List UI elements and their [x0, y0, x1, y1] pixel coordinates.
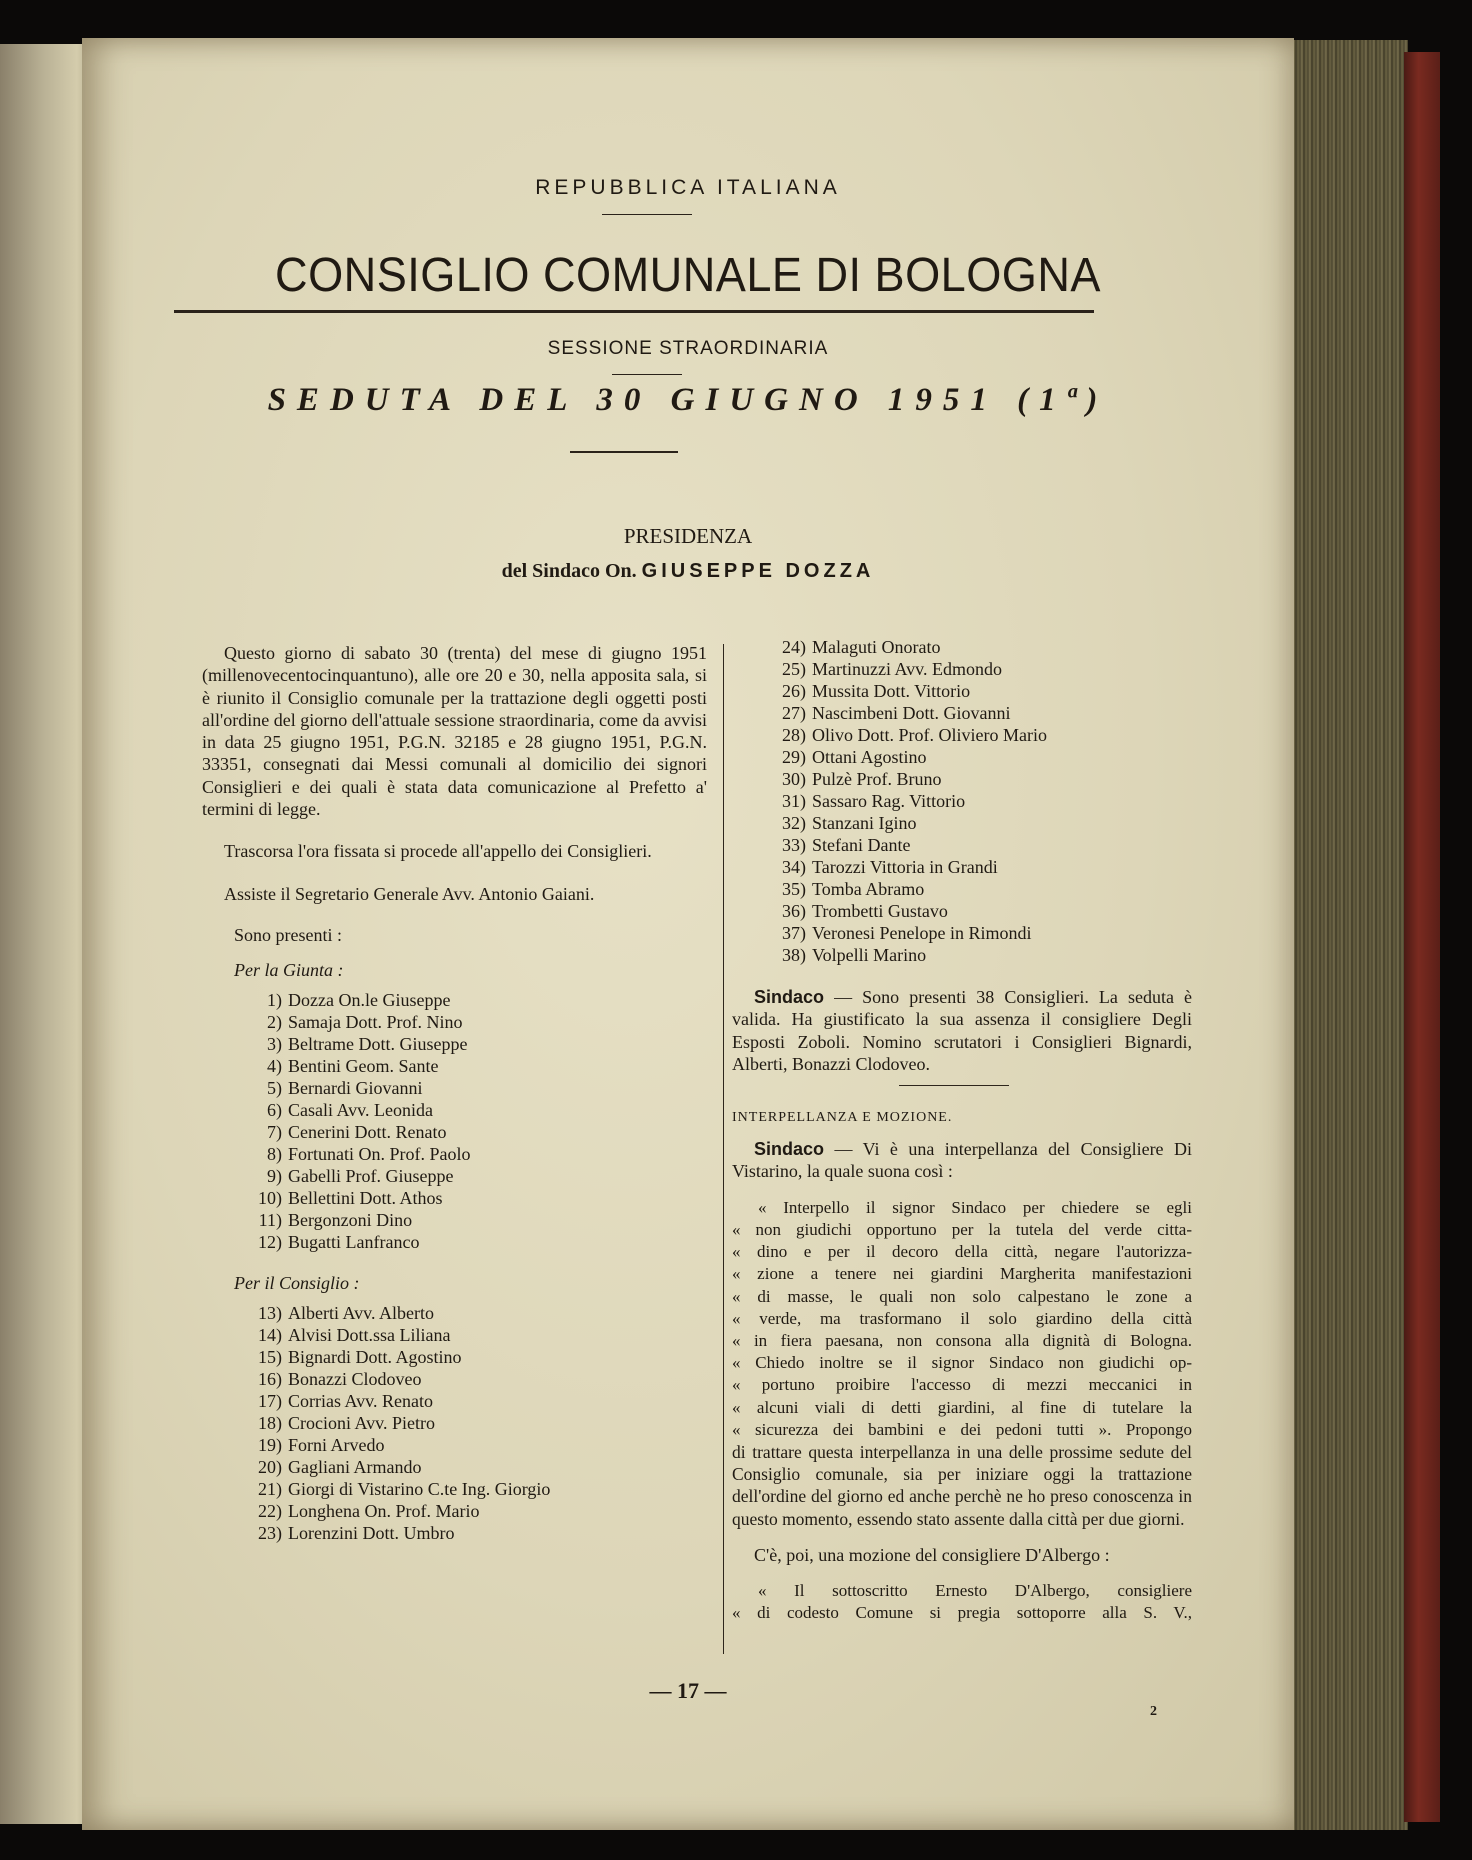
appello-paragraph: Trascorsa l'ora fissata si procede all'appello dei Consiglieri. [224, 841, 652, 862]
quote-line: « Chiedo inoltre se il signor Sindaco non giudichi op- [732, 1353, 1192, 1373]
consiglio-list [202, 1302, 707, 1544]
quote-line: « in fiera paesana, non consona alla dignità di Bologna. [732, 1331, 1192, 1350]
statement-text: Sono presenti 38 Consiglieri. La seduta è valida. Ha giustificato la sua assenza il consigliere Degli Esposti Zoboli. Nomino scrutatori i Consiglieri Bignardi, Alberti, Bonazzi Clodoveo. [732, 987, 1193, 1074]
giunta-list [202, 989, 707, 1253]
seduta-rule [570, 451, 678, 453]
list-item: 27) Nascimbeni Dott. Giovanni [782, 703, 1011, 723]
list-item: 5) Bernardi Giovanni [267, 1077, 423, 1098]
quote-line: « Interpello il signor Sindaco per chiedere se egli [758, 1197, 1192, 1217]
seduta-date: SEDUTA DEL 30 GIUGNO 1951 (1ª) [267, 382, 1109, 418]
list-item: 17) Corrias Avv. Renato [258, 1390, 433, 1411]
list-item: 37) Veronesi Penelope in Rimondi [782, 923, 1032, 943]
presenti-label: Sono presenti : [234, 924, 342, 945]
list-item: 6) Casali Avv. Leonida [267, 1099, 433, 1120]
quote-line: « di codesto Comune si pregia sottoporre alla S. V., [732, 1603, 1192, 1623]
quote-line: « Il sottoscritto Ernesto D'Albergo, consigliere [758, 1581, 1192, 1601]
quote-tail: di trattare questa interpellanza in una delle prossime sedute del Consiglio comunale, sia per iniziare oggi la trattazione dell'ordine del giorno ed anche perchè ne ho preso conoscenza in questo momento, essendo stato assente dalla città per due giorni. [732, 1442, 1192, 1529]
left-column [202, 626, 707, 1544]
section-title: INTERPELLANZA E MOZIONE. [732, 1110, 953, 1126]
council-title: CONSIGLIO COMUNALE DI BOLOGNA [275, 249, 1101, 302]
list-item: 35) Tomba Abramo [782, 879, 925, 899]
mozione-quote [732, 1580, 1192, 1624]
speaker-label: Sindaco [754, 1139, 825, 1160]
interpellanza-quote [732, 1197, 1192, 1441]
list-item: 19) Forni Arvedo [258, 1434, 385, 1455]
book-cover-edge [1404, 52, 1440, 1822]
session-rule [612, 374, 682, 375]
list-item: 11) Bergonzoni Dino [258, 1209, 413, 1230]
list-item: 15) Bignardi Dott. Agostino [258, 1346, 462, 1367]
session-type: SESSIONE STRAORDINARIA [547, 338, 829, 359]
list-item: 28) Olivo Dott. Prof. Oliviero Mario [782, 725, 1047, 745]
republic-heading: REPUBBLICA ITALIANA [535, 176, 841, 199]
list-item: 9) Gabelli Prof. Giuseppe [267, 1165, 454, 1186]
presiding-mayor [82, 560, 1294, 583]
list-item: 18) Crocioni Avv. Pietro [258, 1412, 435, 1433]
segretario-paragraph: Assiste il Segretario Generale Avv. Antonio Gaiani. [224, 883, 595, 904]
quote-line: « portuno proibire l'accesso di mezzi meccanici in [732, 1375, 1192, 1395]
list-item: 13) Alberti Avv. Alberto [258, 1302, 434, 1323]
list-item: 22) Longhena On. Prof. Mario [258, 1500, 480, 1521]
quote-line: « dino e per il decoro della città, negare l'autorizza- [732, 1242, 1192, 1262]
list-item: 29) Ottani Agostino [782, 747, 927, 767]
page-number: — 17 — [649, 1678, 727, 1703]
interpellanza-text: Vi è una interpellanza del Consigliere Di Vistarino, la quale suona così : [732, 1139, 1192, 1182]
sheet-mark: 2 [1150, 1704, 1157, 1719]
list-item: 21) Giorgi di Vistarino C.te Ing. Giorgio [258, 1478, 551, 1499]
list-item: 32) Stanzani Igino [782, 813, 917, 833]
sindaco-statement [732, 986, 1192, 1075]
list-item: 16) Bonazzi Clodoveo [258, 1368, 422, 1389]
mozione-intro: C'è, poi, una mozione del consigliere D'Albergo : [754, 1544, 1110, 1565]
mayor-name: GIUSEPPE DOZZA [641, 560, 875, 582]
list-item: 24) Malaguti Onorato [782, 637, 941, 657]
list-item: 2) Samaja Dott. Prof. Nino [267, 1011, 463, 1032]
list-item: 8) Fortunati On. Prof. Paolo [267, 1143, 471, 1164]
sindaco-interpellanza [732, 1138, 1192, 1183]
speaker-dash: — [834, 1139, 853, 1160]
list-item: 20) Gagliani Armando [258, 1456, 422, 1477]
quote-line: « di masse, le quali non solo calpestano le zone a [732, 1286, 1192, 1306]
speaker-dash: — [834, 987, 853, 1007]
document-page [82, 38, 1294, 1830]
giunta-label: Per la Giunta : [234, 959, 344, 980]
list-item: 31) Sassaro Rag. Vittorio [782, 791, 966, 811]
list-item: 33) Stefani Dante [782, 835, 911, 855]
quote-line: « alcuni viali di detti giardini, al fine di tutelare la [732, 1397, 1192, 1417]
title-underline [174, 310, 1094, 313]
intro-paragraph: Questo giorno di sabato 30 (trenta) del mese di giugno 1951 (millenovecentocinquantuno), alle ore 20 e 30, nella apposita sala, si è riunito il Consiglio comunale per la trattazione degli oggetti posti all'ordine del giorno dell'attuale sessione straordinaria, come da avvisi in data 25 giugno 1951, P.G.N. 32185 e 28 giugno 1951, P.G.N. 33351, consegnati dai Messi comunali al domicilio dei signori Consiglieri e dei quali è stata data comunicazione al Prefetto a' termini di legge. [202, 643, 707, 820]
list-item: 4) Bentini Geom. Sante [267, 1055, 439, 1076]
presidenza-heading: PRESIDENZA [623, 524, 753, 548]
list-item: 1) Dozza On.le Giuseppe [267, 989, 451, 1010]
quote-line: « verde, ma trasformano il solo giardino della città [732, 1308, 1192, 1328]
header-rule-short [602, 214, 692, 215]
right-column [732, 636, 1192, 1625]
quote-line: « zione a tenere nei giardini Margherita manifestazioni [732, 1264, 1192, 1284]
list-item: 36) Trombetti Gustavo [782, 901, 948, 921]
quote-line: « non giudichi opportuno per la tutela del verde citta- [732, 1219, 1192, 1239]
list-item: 3) Beltrame Dott. Giuseppe [267, 1033, 468, 1054]
quote-line: « sicurezza dei bambini e dei pedoni tutti ». Propongo [732, 1419, 1192, 1439]
list-item: 26) Mussita Dott. Vittorio [782, 681, 971, 701]
section-rule [899, 1085, 1009, 1086]
consiglio-label: Per il Consiglio : [234, 1272, 360, 1293]
list-item: 14) Alvisi Dott.ssa Liliana [258, 1324, 451, 1345]
mayor-prefix: del Sindaco On. [501, 560, 637, 582]
list-item: 12) Bugatti Lanfranco [258, 1231, 420, 1252]
speaker-label: Sindaco [754, 987, 825, 1007]
list-item: 34) Tarozzi Vittoria in Grandi [782, 857, 998, 877]
page-block-edges [1288, 40, 1408, 1830]
consiglio-list-continued [732, 636, 1192, 966]
list-item: 25) Martinuzzi Avv. Edmondo [782, 659, 1002, 679]
list-item: 23) Lorenzini Dott. Umbro [258, 1522, 455, 1543]
list-item: 30) Pulzè Prof. Bruno [782, 769, 942, 789]
column-divider [723, 644, 724, 1654]
list-item: 38) Volpelli Marino [782, 945, 927, 965]
list-item: 10) Bellettini Dott. Athos [258, 1187, 443, 1208]
list-item: 7) Cenerini Dott. Renato [267, 1121, 447, 1142]
